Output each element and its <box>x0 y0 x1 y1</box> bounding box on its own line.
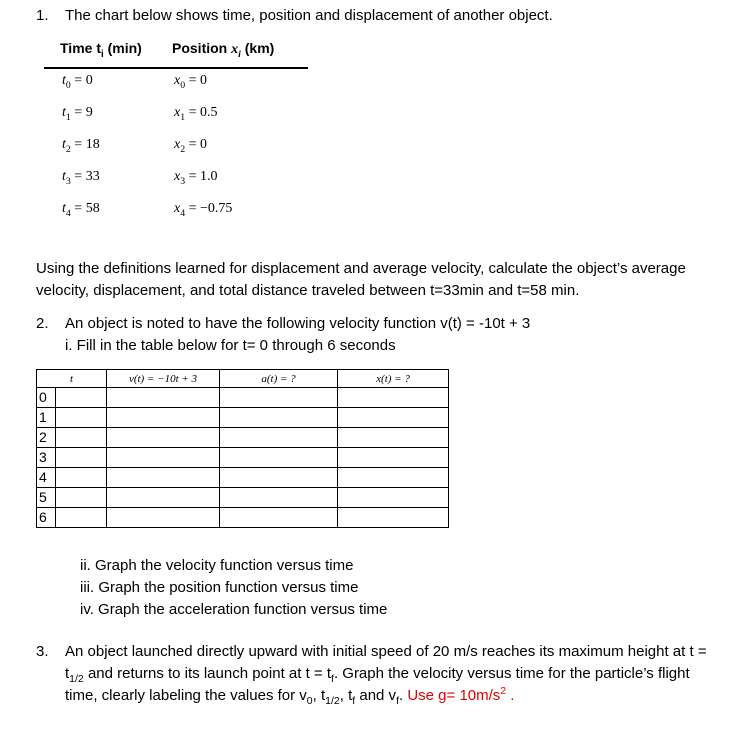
q3-line3-d: and v <box>355 687 397 704</box>
q1-time-cell <box>62 137 100 153</box>
q1-col-position-unit: (km) <box>244 40 275 56</box>
q1-position-cell <box>174 201 232 217</box>
q1-time-cell <box>62 73 93 89</box>
q1-time-value: = 9 <box>74 105 93 120</box>
q3-line3-sub4: f <box>396 695 399 707</box>
q2-row-number: 3 <box>37 448 56 467</box>
q2-part-iii: iii. Graph the position function versus time <box>80 579 359 596</box>
q3-line2-b: and returns to its launch point at t = t <box>83 665 332 682</box>
q1-time-sub: 4 <box>65 207 71 219</box>
q1-time-sub: 1 <box>65 111 71 123</box>
q3-line2-c: . Graph the velocity versus time for the particle’s flight <box>333 665 690 682</box>
q1-position-value: = 0 <box>188 73 208 88</box>
q2-empty-cell[interactable] <box>220 488 338 508</box>
q2-row-label <box>37 488 107 508</box>
q1-time-var: t <box>62 105 66 120</box>
table-row <box>37 488 449 508</box>
q2-fill-table <box>36 369 449 528</box>
table-row <box>37 388 449 408</box>
q2-empty-cell[interactable] <box>220 508 338 528</box>
q1-col-time-sub: i <box>100 48 104 60</box>
q3-line2-sub1: 1/2 <box>69 673 84 685</box>
q3-line3 <box>65 685 515 707</box>
q2-empty-cell[interactable] <box>220 448 338 468</box>
q3-line1: An object launched directly upward with initial speed of 20 m/s reaches its maximum height at t = <box>65 643 707 660</box>
q1-position-var: x <box>174 105 181 120</box>
q2-row-label <box>37 408 107 428</box>
q2-row-label <box>37 428 107 448</box>
table-row <box>37 428 449 448</box>
q2-row-number: 5 <box>37 488 56 507</box>
q2-empty-cell[interactable] <box>107 488 220 508</box>
q1-position-var: x <box>174 201 181 216</box>
q3-highlight-a: Use g= 10m/s <box>407 687 501 704</box>
q2-row-number: 2 <box>37 428 56 447</box>
q1-col-time-header <box>60 40 142 60</box>
q2-empty-cell[interactable] <box>338 468 449 488</box>
q2-empty-cell[interactable] <box>220 428 338 448</box>
q2-header-x: x(t) = ? <box>338 370 449 388</box>
q1-position-value: = 1.0 <box>188 169 218 184</box>
q1-time-value: = 0 <box>74 73 93 88</box>
q1-col-position-sub: i <box>238 48 241 60</box>
q2-empty-cell[interactable] <box>107 468 220 488</box>
q1-position-var: x <box>174 169 181 184</box>
q1-position-value: = −0.75 <box>188 201 233 216</box>
q3-highlight-sup: 2 <box>500 685 507 697</box>
q3-number: 3. <box>36 643 49 660</box>
q3-line3-sub1: 0 <box>306 695 313 707</box>
q2-empty-cell[interactable] <box>107 448 220 468</box>
q2-empty-cell[interactable] <box>338 448 449 468</box>
q2-row-number: 0 <box>37 388 56 407</box>
q1-position-value: = 0.5 <box>188 105 218 120</box>
q2-row-number: 1 <box>37 408 56 427</box>
q2-empty-cell[interactable] <box>338 508 449 528</box>
q3-line2 <box>65 665 690 685</box>
q1-number: 1. <box>36 7 49 24</box>
q1-position-sub: 3 <box>180 175 186 187</box>
q1-position-value: = 0 <box>188 137 208 152</box>
q3-line3-e: . <box>398 687 408 704</box>
q2-empty-cell[interactable] <box>220 468 338 488</box>
q1-time-value: = 58 <box>74 201 100 216</box>
q1-position-sub: 0 <box>180 79 186 91</box>
q2-part-ii: ii. Graph the velocity function versus time <box>80 557 354 574</box>
q2-row-number: 6 <box>37 508 56 527</box>
q2-part-i: i. Fill in the table below for t= 0 through 6 seconds <box>65 337 396 354</box>
q2-header-v: v(t) = −10t + 3 <box>107 370 220 388</box>
q2-empty-cell[interactable] <box>338 488 449 508</box>
q3-line3-sub2: 1/2 <box>325 695 340 707</box>
q1-position-var: x <box>174 137 181 152</box>
q3-highlight-b: . <box>506 687 515 704</box>
q1-col-time-unit: (min) <box>107 40 142 56</box>
q2-intro: An object is noted to have the following velocity function v(t) = -10t + 3 <box>65 315 531 332</box>
q1-time-var: t <box>62 201 66 216</box>
q3-line2-sub2: f <box>331 673 334 685</box>
q1-task-line1: Using the definitions learned for displacement and average velocity, calculate the object’s average <box>36 260 686 277</box>
q2-header-a: a(t) = ? <box>220 370 338 388</box>
q1-position-cell <box>174 73 207 89</box>
q1-task-line2: velocity, displacement, and total distance traveled between t=33min and t=58 min. <box>36 282 580 299</box>
q2-empty-cell[interactable] <box>107 388 220 408</box>
q1-time-sub: 3 <box>65 175 71 187</box>
q2-header-t: t <box>37 370 107 388</box>
q1-position-sub: 2 <box>180 143 186 155</box>
q3-line3-b: , t <box>312 687 326 704</box>
q1-time-cell <box>62 201 100 217</box>
q2-empty-cell[interactable] <box>107 428 220 448</box>
q1-col-position-var: x <box>231 42 239 57</box>
q1-time-cell <box>62 169 100 185</box>
q1-time-value: = 33 <box>74 169 100 184</box>
q1-time-var: t <box>62 137 66 152</box>
q2-empty-cell[interactable] <box>220 408 338 428</box>
q2-empty-cell[interactable] <box>338 408 449 428</box>
q2-table-header-row <box>37 370 449 388</box>
q1-time-value: = 18 <box>74 137 100 152</box>
q1-time-var: t <box>62 169 66 184</box>
q2-row-label <box>37 468 107 488</box>
q3-line3-c: , t <box>339 687 353 704</box>
q1-position-sub: 4 <box>180 207 186 219</box>
q2-row-number: 4 <box>37 468 56 487</box>
q2-part-iv: iv. Graph the acceleration function versus time <box>80 601 388 618</box>
q2-row-label <box>37 388 107 408</box>
q1-position-cell <box>174 169 218 185</box>
q2-empty-cell[interactable] <box>220 388 338 408</box>
q3-line2-a: t <box>65 665 70 682</box>
table-row <box>37 408 449 428</box>
q1-position-cell <box>174 137 207 153</box>
q3-highlight <box>407 687 514 704</box>
q1-position-sub: 1 <box>180 111 186 123</box>
q2-number: 2. <box>36 315 49 332</box>
table-row <box>37 448 449 468</box>
q1-time-sub: 0 <box>65 79 71 91</box>
q2-empty-cell[interactable] <box>338 428 449 448</box>
q1-table-rule <box>44 67 308 69</box>
q2-empty-cell[interactable] <box>338 388 449 408</box>
table-row <box>37 468 449 488</box>
q1-intro: The chart below shows time, position and displacement of another object. <box>65 7 553 24</box>
q2-row-label <box>37 448 107 468</box>
q2-empty-cell[interactable] <box>107 508 220 528</box>
q1-col-time-base: Time t <box>60 40 101 56</box>
q1-position-cell <box>174 105 218 121</box>
q1-time-var: t <box>62 73 66 88</box>
q2-row-label <box>37 508 107 528</box>
q1-col-position-header <box>172 40 274 58</box>
q1-position-var: x <box>174 73 181 88</box>
table-row <box>37 508 449 528</box>
q3-line3-sub3: f <box>352 695 356 707</box>
q3-line3-a: time, clearly labeling the values for v <box>65 687 307 704</box>
q1-time-cell <box>62 105 93 121</box>
q1-col-position-base: Position <box>172 40 228 56</box>
q2-empty-cell[interactable] <box>107 408 220 428</box>
q1-time-sub: 2 <box>65 143 71 155</box>
